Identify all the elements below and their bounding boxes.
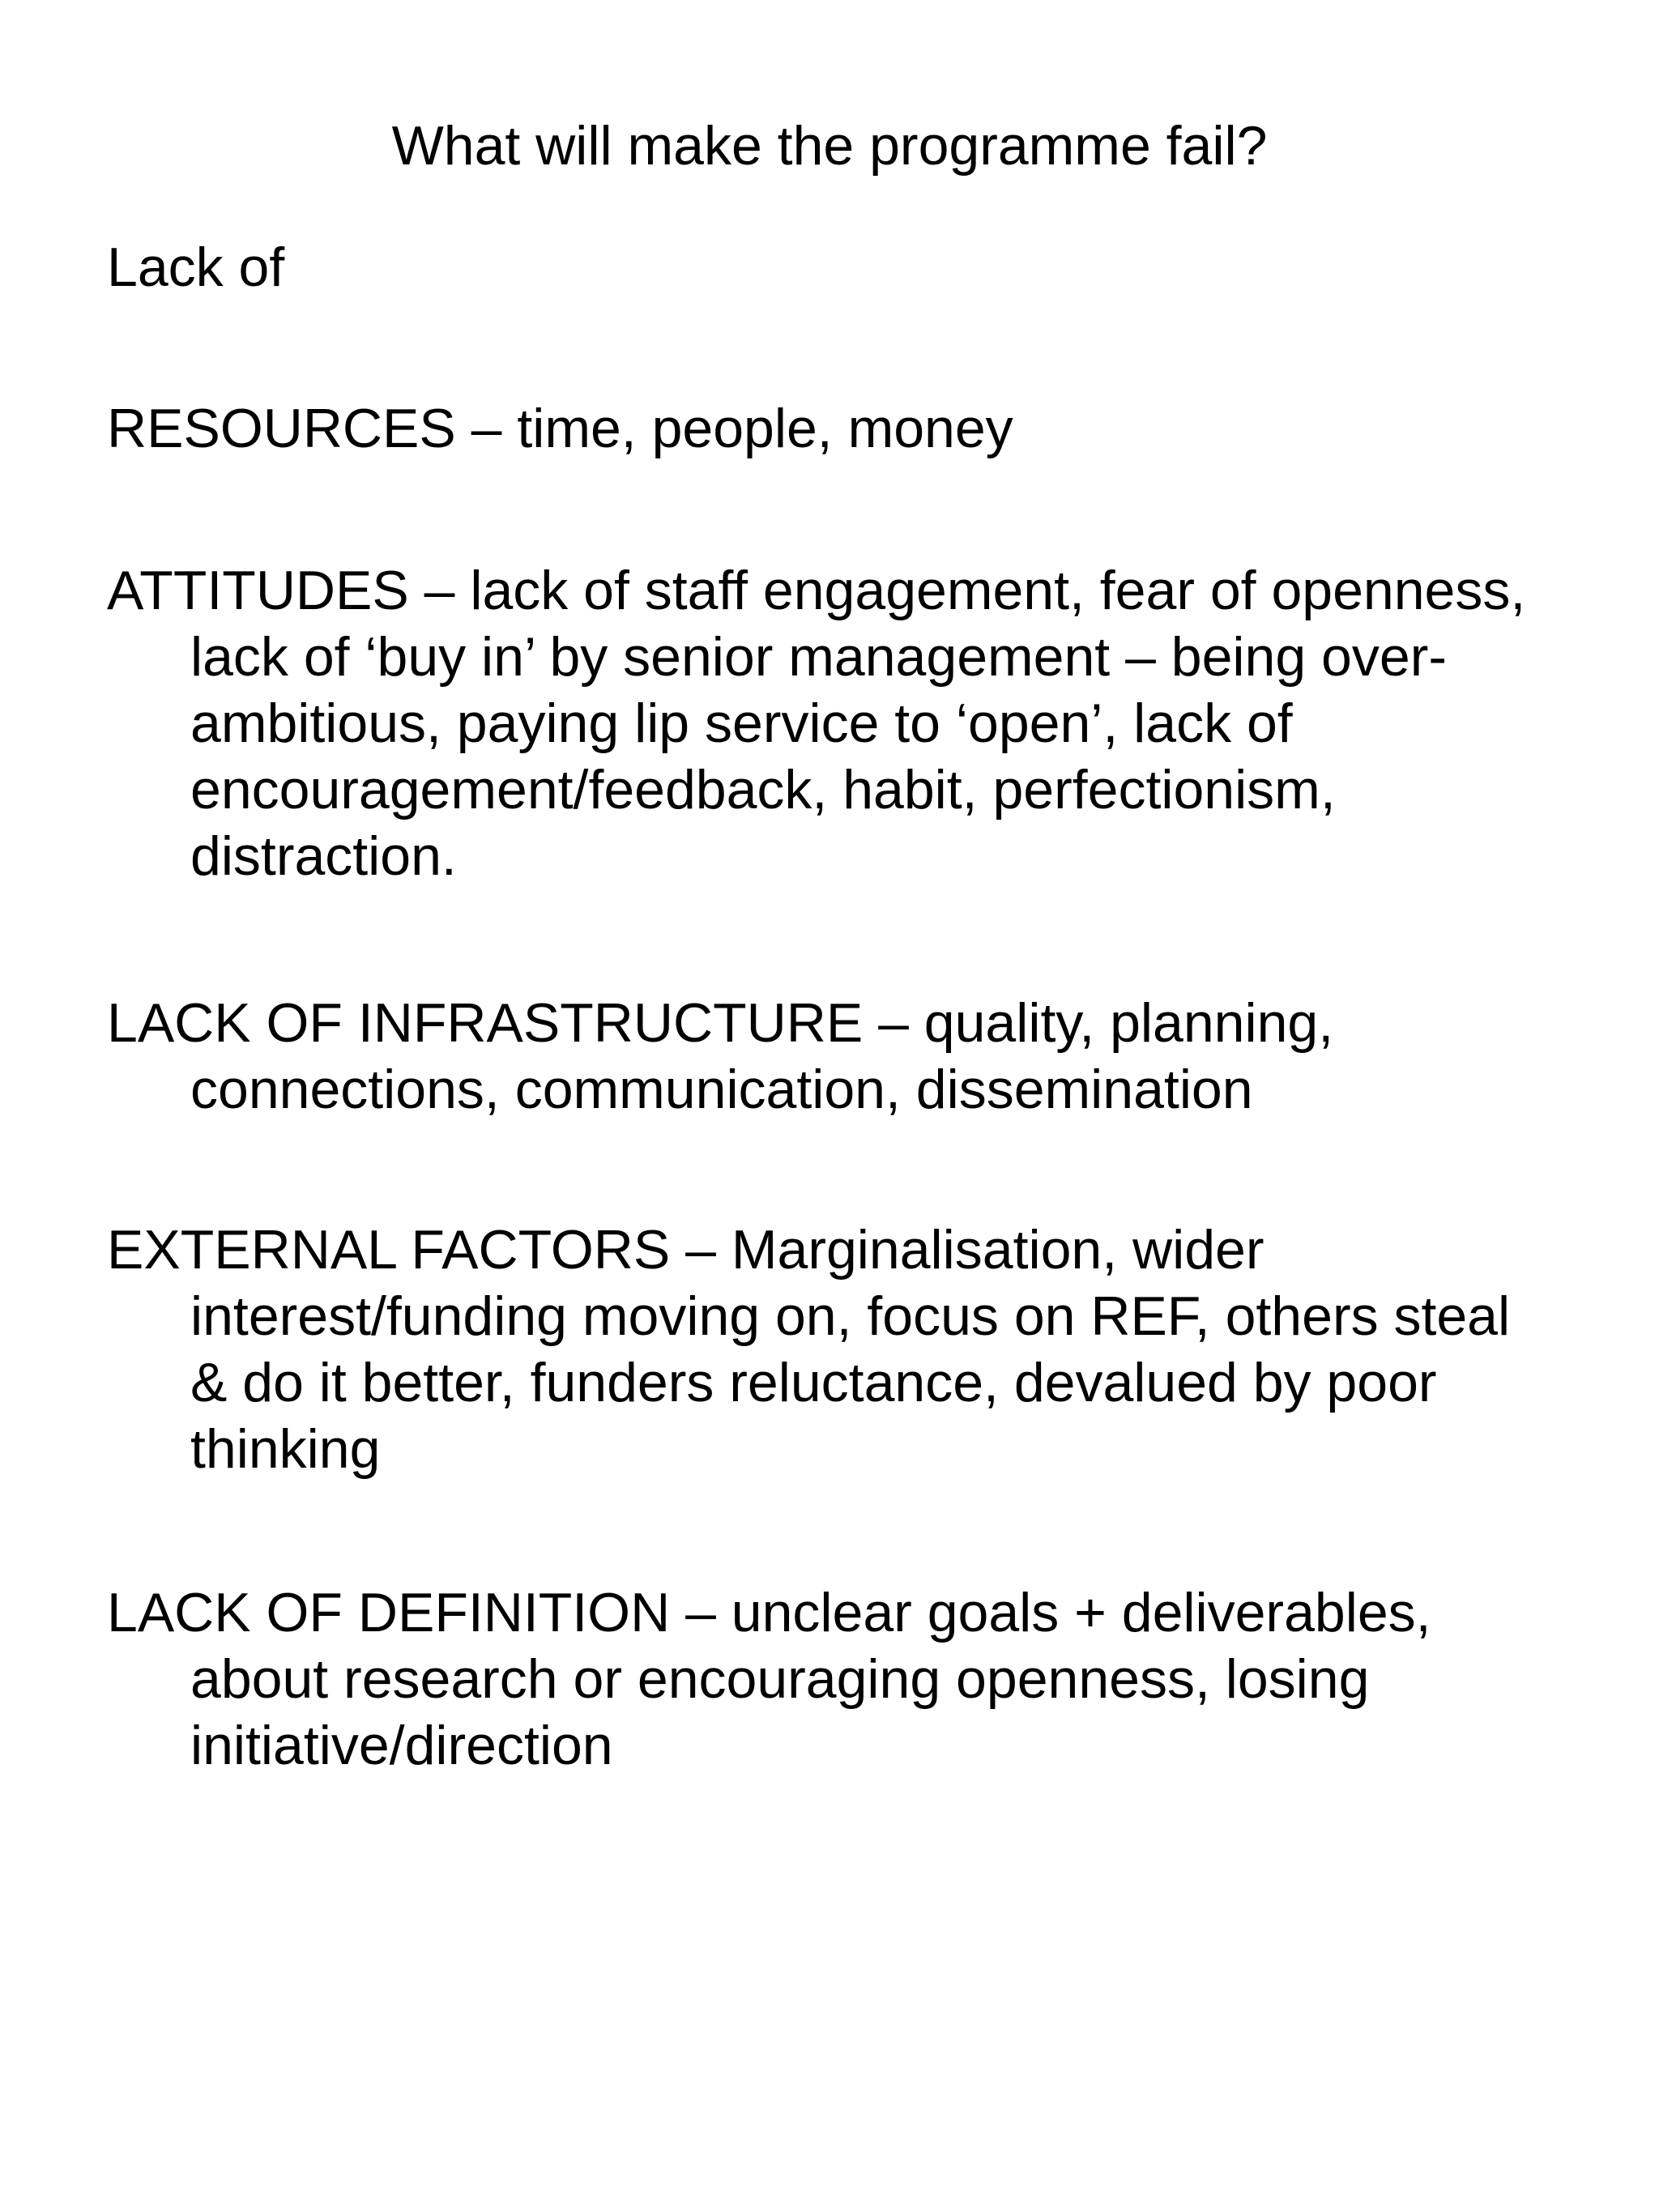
item-line: LACK OF INFRASTRUCTURE – quality, planning, [107,992,1334,1054]
list-item-infrastructure [107,990,1565,1123]
page-title: What will make the programme fail? [391,115,1268,177]
list-item-attitudes [107,557,1565,889]
intro-text: Lack of [107,237,285,298]
item-line: encouragement/feedback, habit, perfectionism, [190,759,1336,820]
item-line: LACK OF DEFINITION – unclear goals + deliverables, [107,1582,1431,1643]
item-line: interest/funding moving on, focus on REF, others steal [190,1285,1511,1347]
item-line: & do it better, funders reluctance, devalued by poor [190,1352,1437,1413]
list-item-resources [107,395,1565,462]
item-line: lack of ‘buy in’ by senior management – being over- [190,626,1447,688]
list-item-definition [107,1579,1565,1779]
item-line: initiative/direction [190,1715,613,1776]
item-line: about research or encouraging openness, losing [190,1648,1370,1710]
list-item-external-factors [107,1217,1565,1482]
item-line: connections, communication, dissemination [190,1059,1253,1120]
item-line: ATTITUDES – lack of staff engagement, fear of openness, [107,560,1526,621]
item-line: distraction. [190,825,457,887]
item-line: RESOURCES – time, people, money [107,398,1013,459]
item-line: ambitious, paying lip service to ‘open’, lack of [190,693,1293,754]
item-line: EXTERNAL FACTORS – Marginalisation, wider [107,1219,1265,1281]
item-line: thinking [190,1418,381,1480]
